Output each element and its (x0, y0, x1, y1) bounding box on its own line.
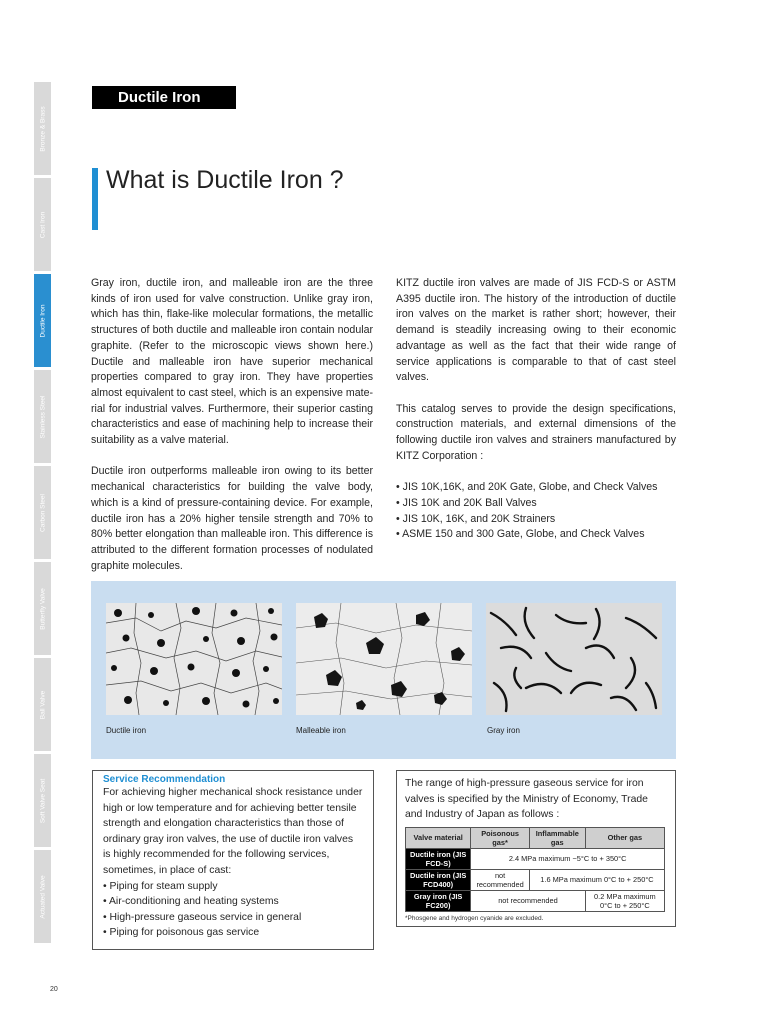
section-label: Ductile Iron (92, 86, 236, 109)
service-text: For achieving higher mechanical shock resistance under high or low temperature and for achieving better tensile strength and elongation characteristics than those of ordinary gray iron valves, the use of ductile iron valves is highly recommended for the following services, sometimes, in place of cast: (103, 787, 363, 876)
side-tab-actuated-valve[interactable] (34, 850, 51, 943)
microscope-panel (91, 581, 676, 759)
service-recommendation-box (92, 770, 374, 950)
ductile-iron-micrograph (106, 603, 282, 715)
side-tab-label: Carbon Steel (39, 493, 46, 532)
right-column (396, 276, 676, 543)
service-list (103, 879, 363, 941)
side-tab-label: Butterfly Valve (39, 587, 46, 630)
list-item: • JIS 10K, 16K, and 20K Strainers (396, 512, 556, 525)
side-tab-label: Actuated Valve (39, 874, 46, 919)
gray-iron-micrograph (486, 603, 662, 715)
gas-intro: The range of high-pressure gaseous service for iron valves is specified by the Ministry of Economy, Trade and Industry of Japan as follows : (405, 778, 648, 821)
product-list (396, 480, 676, 543)
table-cell: 2.4 MPa maximum −5°C to + 350°C (471, 848, 665, 869)
gas-service-table (405, 827, 665, 912)
page-number: 20 (50, 986, 58, 993)
table-cell: not recommended (471, 890, 585, 911)
catalog-paragraph: This catalog serves to provide the design specifications, construction materials, and external dimensions of the following ductile iron valves and strainers manufactured by KITZ Corporation : (396, 402, 676, 462)
list-item: • Piping for steam supply (103, 880, 218, 892)
table-header: Poisonous gas* (471, 827, 530, 848)
table-row (406, 848, 665, 869)
page-title: What is Ductile Iron ? (106, 166, 344, 194)
intro-paragraph: Gray iron, ductile iron, and malleable iron are the three kinds of iron used for valve construction. Unlike gray iron, which has thin, flake-like molecular formations, the metallic structures of both ductile and malleable iron contain nodular graphite. (Refer to the microscopic views shown here.) Ductile and malleable iron have superior mechanical properties compared to gray iron. They have properties almost equivalent to cast steel, which is an expensive mate- rial for industrial valves. Furthermore, their superior casting characteristics and ease of machining help to increase their suitability as a valve material. (91, 277, 373, 447)
table-header: Other gas (585, 827, 664, 848)
list-item: • High-pressure gaseous service in general (103, 911, 302, 923)
malleable-iron-micrograph (296, 603, 472, 715)
list-item: • JIS 10K,16K, and 20K Gate, Globe, and Check Valves (396, 481, 658, 494)
side-tab-ball-valve[interactable] (34, 658, 51, 751)
table-row (406, 869, 665, 890)
side-tab-stainless-steel[interactable] (34, 370, 51, 463)
comparison-paragraph: Ductile iron outperforms malleable iron owing to its better mechanical characteristics for building the valve body, which is a kind of pressure-containing device. For example, ductile iron has a 20% higher tensile strength and 70% to 80% better elongation than malleable iron. This difference is attributed to the different formation processes of nodulated graphite molecules. (91, 465, 373, 572)
micro-caption-malleable: Malleable iron (296, 726, 346, 735)
side-tab-label: Bronze & Brass (39, 105, 46, 152)
list-item: • ASME 150 and 300 Gate, Globe, and Check Valves (396, 528, 645, 541)
side-tab-cast-iron[interactable] (34, 178, 51, 271)
side-tab-bronze-brass[interactable] (34, 82, 51, 175)
side-tab-label: Cast Iron (39, 211, 46, 238)
gas-footnote: *Phosgene and hydrogen cyanide are excluded. (405, 914, 544, 922)
table-cell: Ductile iron (JIS FCD-S) (406, 848, 471, 869)
table-header: Inflammable gas (529, 827, 585, 848)
side-tab-label: Ductile Iron (39, 304, 46, 337)
side-tab-label: Stainless Steel (39, 395, 46, 438)
side-tab-soft-valve-seat[interactable] (34, 754, 51, 847)
service-title: Service Recommendation (103, 774, 226, 785)
list-item: • Air-conditioning and heating systems (103, 896, 279, 908)
table-header: Valve material (406, 827, 471, 848)
micro-caption-gray: Gray iron (487, 726, 520, 735)
side-tab-label: Ball Valve (39, 690, 46, 719)
table-row (406, 890, 665, 911)
side-tab-carbon-steel[interactable] (34, 466, 51, 559)
left-column (91, 276, 373, 590)
table-cell: not recommended (471, 869, 530, 890)
title-accent-bar (92, 168, 98, 230)
table-cell: Ductile iron (JIS FCD400) (406, 869, 471, 890)
side-tab-ductile-iron[interactable] (34, 274, 51, 367)
side-tab-nav (34, 82, 51, 942)
table-cell: 1.6 MPa maximum 0°C to + 250°C (529, 869, 664, 890)
list-item: • Piping for poisonous gas service (103, 927, 260, 939)
list-item: • JIS 10K and 20K Ball Valves (396, 496, 537, 509)
side-tab-label: Soft Valve Seat (39, 778, 46, 823)
table-cell: 0.2 MPa maximum 0°C to + 250°C (585, 890, 664, 911)
micro-caption-ductile: Ductile iron (106, 726, 147, 735)
table-cell: Gray iron (JIS FC200) (406, 890, 471, 911)
kitz-paragraph: KITZ ductile iron valves are made of JIS FCD-S or ASTM A395 ductile iron. The history of the introduction of ductile iron valves on the market is rather short; however, their demand is steadily increasing owing to their economic advantage as well as the fact that their wide range of service applications is comparable to that of cast steel valves. (396, 277, 676, 384)
side-tab-butterfly-valve[interactable] (34, 562, 51, 655)
gas-service-box (396, 770, 676, 927)
